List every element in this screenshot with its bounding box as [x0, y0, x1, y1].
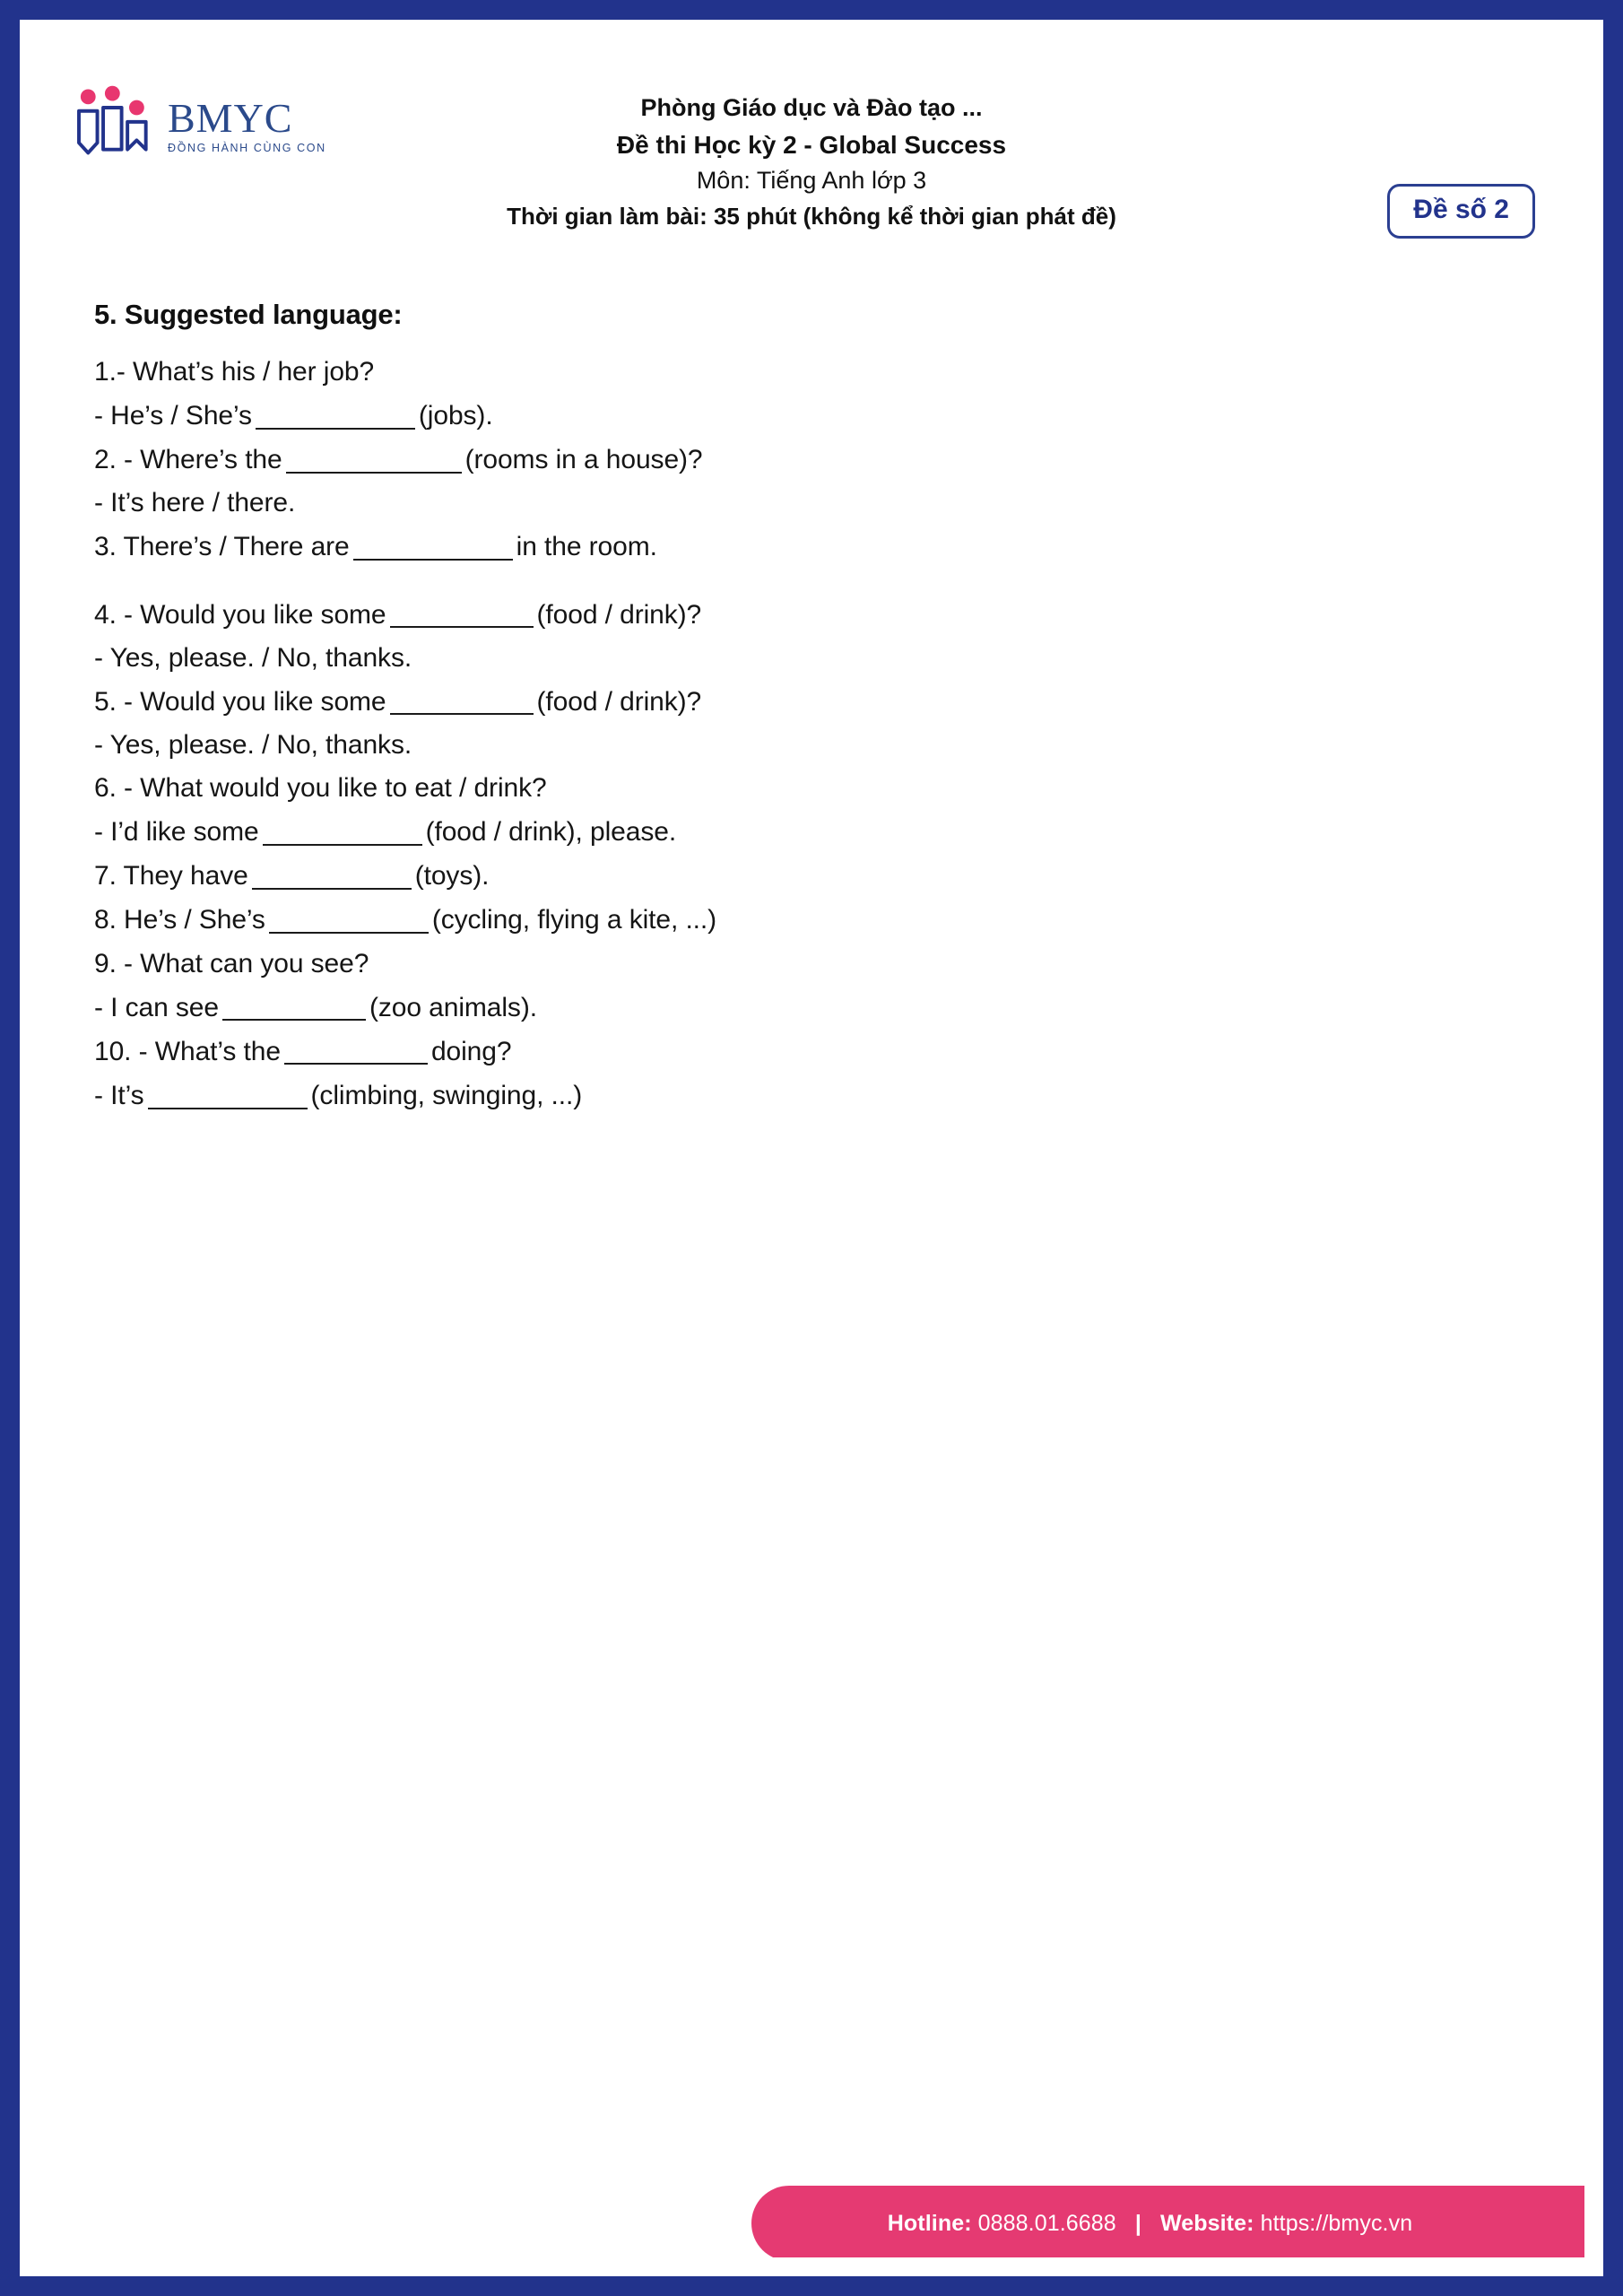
- line-suffix: (food / drink)?: [536, 687, 702, 718]
- line-prefix: 5. - Would you like some: [94, 687, 386, 718]
- answer-blank[interactable]: [286, 446, 462, 474]
- line-prefix: 10. - What’s the: [94, 1037, 281, 1067]
- line-prefix: 7. They have: [94, 861, 248, 891]
- header-duration-line: Thời gian làm bài: 35 phút (không kể thời gian phát đề): [507, 202, 1116, 230]
- bmyc-logo-mark-icon: [74, 83, 159, 158]
- suggested-line: [94, 724, 1529, 767]
- bmyc-logo: [74, 64, 326, 158]
- line-prefix: - It’s here / there.: [94, 488, 296, 518]
- answer-blank[interactable]: [284, 1038, 428, 1065]
- suggested-line: [94, 986, 1529, 1030]
- answer-blank[interactable]: [256, 402, 415, 430]
- suggested-line: [94, 680, 1529, 724]
- suggested-line: [94, 637, 1529, 680]
- answer-blank[interactable]: [269, 906, 429, 934]
- line-suffix: doing?: [430, 1037, 512, 1067]
- section-title: 5. Suggested language:: [94, 299, 403, 330]
- line-suffix: (cycling, flying a kite, ...): [431, 905, 717, 935]
- contact-footer-bar: [751, 2186, 1584, 2257]
- website-value[interactable]: https://bmyc.vn: [1260, 2210, 1413, 2236]
- suggested-line: [94, 767, 1529, 810]
- document-header: [39, 39, 1584, 299]
- header-exam-title: Đề thi Học kỳ 2 - Global Success: [616, 130, 1007, 159]
- exam-number-badge-label: Đề số 2: [1413, 195, 1509, 224]
- suggested-line: [94, 1030, 1529, 1074]
- answer-blank[interactable]: [353, 533, 513, 561]
- line-prefix: 1.- What’s his / her job?: [94, 357, 375, 387]
- answer-blank[interactable]: [390, 601, 534, 629]
- line-suffix: (toys).: [414, 861, 490, 891]
- header-title-block: [308, 91, 1315, 233]
- header-subject-line: Môn: Tiếng Anh lớp 3: [696, 166, 927, 194]
- line-prefix: - It’s: [94, 1081, 144, 1111]
- footer-separator: |: [1134, 2210, 1141, 2236]
- line-suffix: (food / drink), please.: [425, 817, 677, 848]
- line-prefix: 8. He’s / She’s: [94, 905, 265, 935]
- line-prefix: 6. - What would you like to eat / drink?: [94, 773, 547, 804]
- suggested-line: [94, 898, 1529, 942]
- line-prefix: - Yes, please. / No, thanks.: [94, 730, 412, 761]
- suggested-line: [94, 438, 1529, 482]
- bmyc-logo-text: [168, 95, 326, 158]
- line-suffix: (rooms in a house)?: [464, 445, 703, 475]
- suggested-line: [94, 1074, 1529, 1118]
- line-prefix: 3. There’s / There are: [94, 532, 350, 562]
- contact-footer-text: [888, 2211, 1412, 2237]
- bmyc-logo-tagline: ĐỒNG HÀNH CÙNG CON: [168, 142, 326, 154]
- line-prefix: - He’s / She’s: [94, 401, 252, 431]
- suggested-line: [94, 525, 1529, 569]
- hotline-value: 0888.01.6688: [977, 2210, 1116, 2236]
- line-suffix: (climbing, swinging, ...): [310, 1081, 583, 1111]
- document-sheet: [39, 39, 1584, 2257]
- answer-blank[interactable]: [148, 1082, 308, 1109]
- line-suffix: (zoo animals).: [369, 992, 537, 1022]
- line-prefix: 4. - Would you like some: [94, 599, 386, 630]
- answer-blank[interactable]: [263, 818, 422, 846]
- suggested-line: [94, 482, 1529, 525]
- suggested-line: [94, 394, 1529, 438]
- line-prefix: 9. - What can you see?: [94, 948, 369, 978]
- line-prefix: - I’d like some: [94, 817, 259, 848]
- exam-number-badge: [1387, 184, 1535, 239]
- suggested-line: [94, 810, 1529, 854]
- line-prefix: - I can see: [94, 992, 219, 1022]
- line-suffix: (food / drink)?: [536, 599, 702, 630]
- document-body: [39, 299, 1584, 2257]
- suggested-line: [94, 593, 1529, 637]
- answer-blank[interactable]: [222, 994, 366, 1022]
- answer-blank[interactable]: [252, 862, 412, 890]
- line-suffix: (jobs).: [418, 401, 493, 431]
- bmyc-logo-wordmark: BMYC: [168, 95, 293, 141]
- website-label: Website:: [1160, 2210, 1254, 2236]
- suggested-line: [94, 351, 1529, 394]
- suggested-line: [94, 854, 1529, 898]
- line-prefix: 2. - Where’s the: [94, 445, 282, 475]
- header-department-line: Phòng Giáo dục và Đào tạo ...: [640, 94, 983, 121]
- answer-blank[interactable]: [390, 688, 534, 716]
- line-prefix: - Yes, please. / No, thanks.: [94, 642, 412, 673]
- hotline-label: Hotline:: [887, 2210, 972, 2236]
- suggested-line: [94, 943, 1529, 986]
- line-suffix: in the room.: [516, 532, 657, 562]
